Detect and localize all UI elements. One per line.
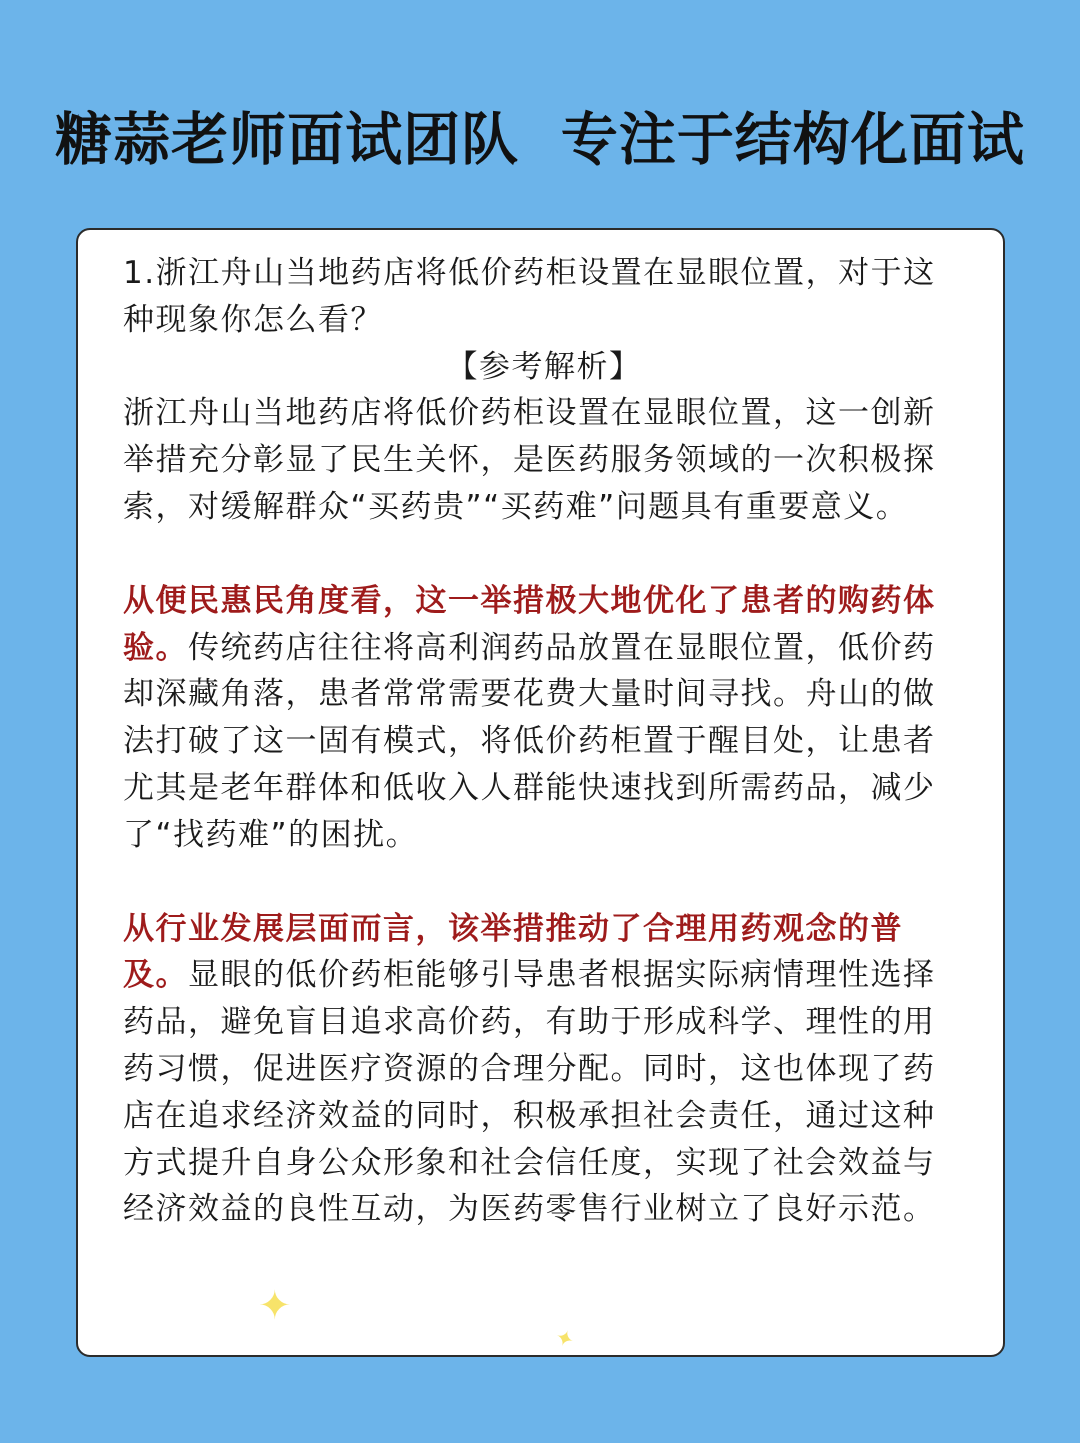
question-text: 1.浙江舟山当地药店将低价药柜设置在显眼位置，对于这种现象你怎么看？ (123, 255, 936, 338)
point-body-1: 传统药店往往将高利润药品放置在显眼位置，低价药却深藏角落，患者常常需要花费大量时间寻找。舟山的做法打破了这一固有模式，将低价药柜置于醒目处，让患者尤其是老年群体和低收入人群能快速找到所需药品，减少了“找药难”的困扰。 (123, 629, 936, 853)
sparkle-icon: ✦ (551, 1324, 578, 1355)
page-title: 糖蒜老师面试团队 专注于结构化面试 (55, 107, 1025, 173)
point-highlight-1: 从便民惠民角度看，这一举措极大地优化了患者的购药体验。 (123, 582, 936, 666)
analysis-heading: 【参考解析】 (446, 348, 642, 385)
paragraph-gap (123, 531, 965, 578)
point-highlight-2: 从行业发展层面而言，该举措推动了合理用药观念的普及。 (123, 910, 903, 994)
content-card (76, 228, 1005, 1357)
point-body-2: 显眼的低价药柜能够引导患者根据实际病情理性选择药品，避免盲目追求高价药，有助于形成科学、理性的用药习惯，促进医疗资源的合理分配。同时，这也体现了药店在追求经济效益的同时，积极承担社会责任，通过这种方式提升自身公众形象和社会信任度，实现了社会效益与经济效益的良性互动，为医药零售行业树立了良好示范。 (123, 957, 936, 1228)
paragraph-gap (123, 859, 965, 906)
sparkle-icon: ✦ (258, 1283, 292, 1329)
analysis-intro: 浙江舟山当地药店将低价药柜设置在显眼位置，这一创新举措充分彰显了民生关怀，是医药服务领域的一次积极探索，对缓解群众“买药贵”“买药难”问题具有重要意义。 (123, 395, 936, 525)
article-body (123, 250, 965, 1233)
point-paragraph-1 (123, 578, 965, 859)
point-paragraph-2 (123, 906, 965, 1234)
